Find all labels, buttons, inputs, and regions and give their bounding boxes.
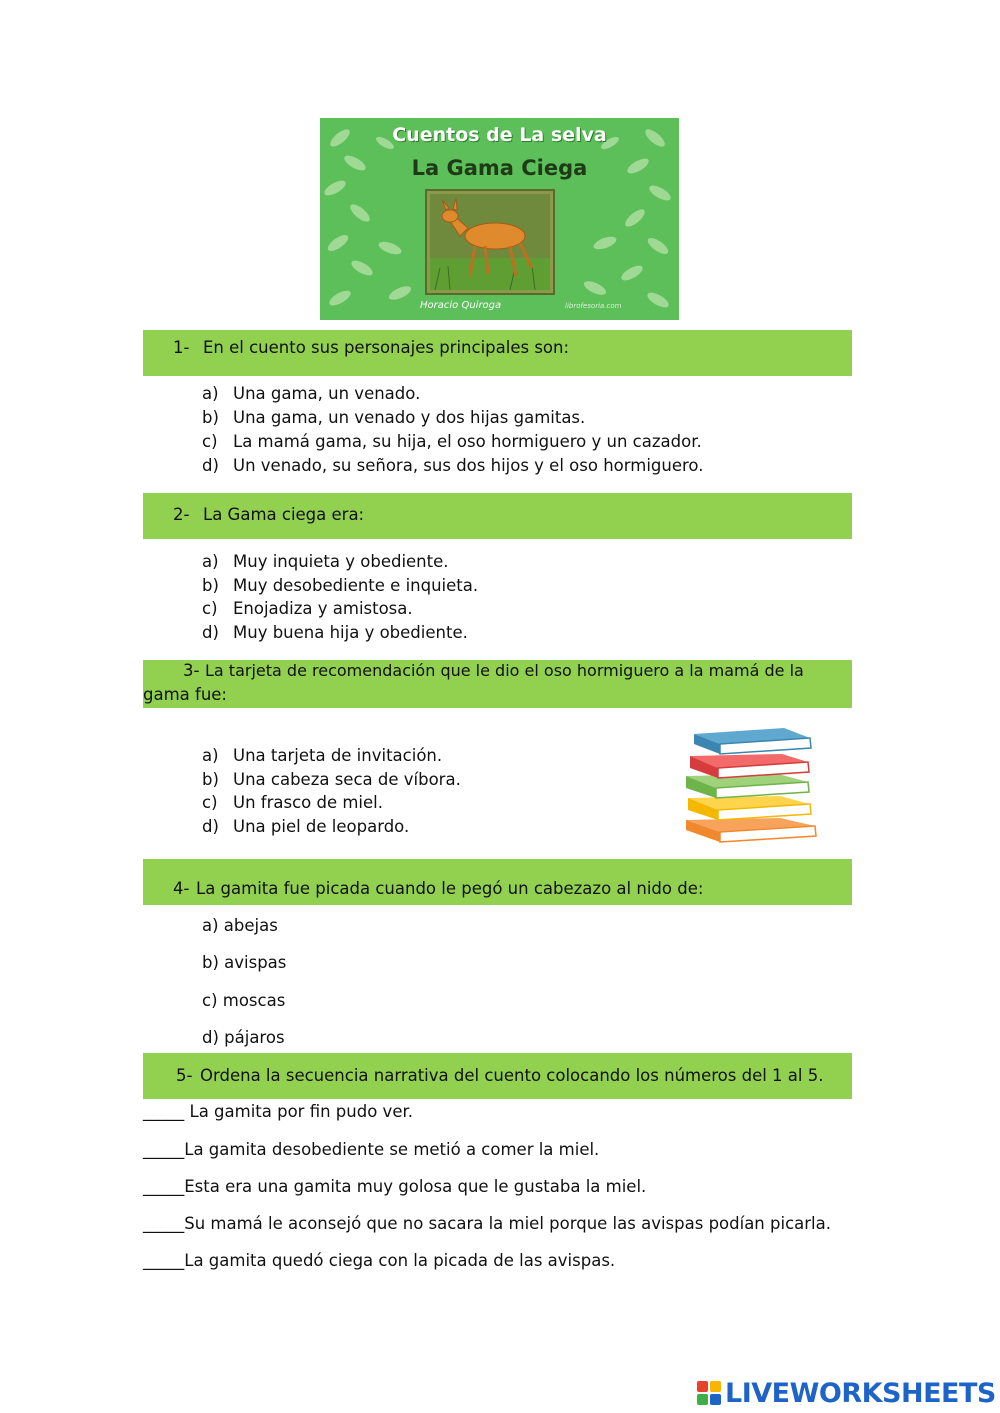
cover-image [320,118,679,320]
cover-title: Cuentos de La selva [392,124,607,146]
q4-option-d[interactable]: d) pájaros [202,1028,285,1047]
question-3-text-continued: gama fue: [143,685,227,704]
question-1-text: En el cuento sus personajes principales son: [203,338,570,357]
q3-option-d[interactable]: d) Una piel de leopardo. [202,817,410,836]
question-3-number: 3- [183,661,200,680]
question-5-number: 5- [176,1066,193,1085]
q2-option-b[interactable]: b) Muy desobediente e inquieta. [202,576,479,595]
question-4-text: La gamita fue picada cuando le pegó un cabezazo al nido de: [196,879,704,898]
q3-option-c[interactable]: c) Un frasco de miel. [202,793,383,812]
cover-subtitle: La Gama Ciega [411,156,588,180]
q4-option-a[interactable]: a) abejas [202,916,278,935]
q1-option-d[interactable]: d) Un venado, su señora, sus dos hijos y el oso hormiguero. [202,456,704,475]
question-3-text: La tarjeta de recomendación que le dio el oso hormiguero a la mamá de la [205,661,804,680]
q1-option-a[interactable]: a) Una gama, un venado. [202,384,421,403]
question-4-number: 4- [173,879,190,898]
leaf-pattern-icon [320,118,679,320]
cover-author: Horacio Quiroga [420,300,502,311]
q4-option-c[interactable]: c) moscas [202,991,286,1010]
q2-option-c[interactable]: c) Enojadiza y amistosa. [202,599,413,618]
q3-option-b[interactable]: b) Una cabeza seca de víbora. [202,770,461,789]
q1-option-c[interactable]: c) La mamá gama, su hija, el oso hormiguero y un cazador. [202,432,702,451]
sequence-item-3[interactable]: _____Esta era una gamita muy golosa que le gustaba la miel. [143,1177,647,1196]
q2-option-a[interactable]: a) Muy inquieta y obediente. [202,552,449,571]
sequence-item-5[interactable]: _____La gamita quedó ciega con la picada de las avispas. [143,1251,616,1270]
liveworksheets-logo [697,1378,996,1408]
q3-option-a[interactable]: a) Una tarjeta de invitación. [202,746,443,765]
q1-option-b[interactable]: b) Una gama, un venado y dos hijas gamitas. [202,408,586,427]
question-2-text: La Gama ciega era: [203,505,365,524]
sequence-item-4[interactable]: _____Su mamá le aconsejó que no sacara la miel porque las avispas podían picarla. [143,1214,831,1233]
logo-text: LIVEWORKSHEETS [725,1377,996,1409]
q4-option-b[interactable]: b) avispas [202,953,287,972]
logo-blocks-icon [697,1381,721,1405]
sequence-item-1[interactable]: _____ La gamita por fin pudo ver. [143,1102,413,1121]
q2-option-d[interactable]: d) Muy buena hija y obediente. [202,623,468,642]
question-5-text: Ordena la secuencia narrativa del cuento colocando los números del 1 al 5. [200,1066,824,1085]
books-stack-icon [680,722,825,844]
sequence-item-2[interactable]: _____La gamita desobediente se metió a comer la miel. [143,1140,600,1159]
question-1-number: 1- [173,338,190,357]
question-2-number: 2- [173,505,190,524]
cover-site: librofesoria.com [565,302,622,310]
